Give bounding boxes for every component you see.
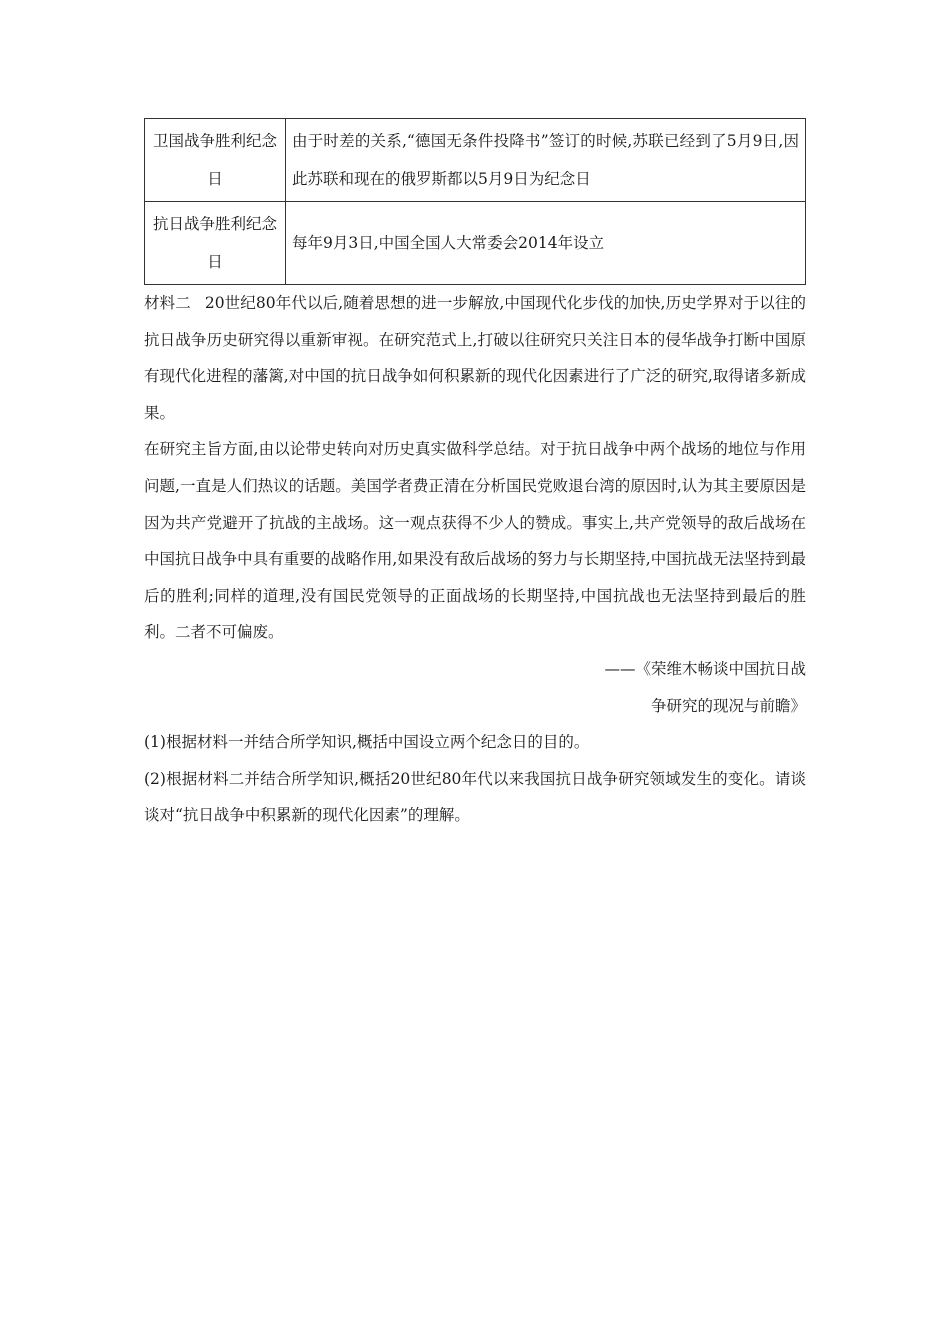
question-1: (1)根据材料一并结合所学知识,概括中国设立两个纪念日的目的。 xyxy=(144,733,590,752)
memorial-name-cell: 抗日战争胜利纪念日 xyxy=(145,202,286,285)
table-row xyxy=(145,119,806,202)
memorial-desc-cell: 每年9月3日,中国全国人大常委会2014年设立 xyxy=(286,202,806,285)
material2-paragraph-2: 在研究主旨方面,由以论带史转向对历史真实做科学总结。对于抗日战争中两个战场的地位与作用问题,一直是人们热议的话题。美国学者费正清在分析国民党败退台湾的原因时,认为其主要原因是因为共产党避开了抗战的主战场。这一观点获得不少人的赞成。事实上,共产党领导的敌后战场在中国抗日战争中具有重要的战略作用,如果没有敌后战场的努力与长期坚持,中国抗战无法坚持到最后的胜利;同样的道理,没有国民党领导的正面战场的长期坚持,中国抗战也无法坚持到最后的胜利。二者不可偏废。 xyxy=(144,440,806,642)
memorial-days-table xyxy=(144,118,806,285)
material2-paragraph-1 xyxy=(144,285,806,431)
table-row xyxy=(145,202,806,285)
material2-label: 材料二 xyxy=(144,294,191,312)
material2-source xyxy=(144,651,806,724)
document-page xyxy=(144,118,806,834)
source-line-2: 争研究的现况与前瞻》 xyxy=(650,696,806,715)
memorial-desc-cell: 由于时差的关系,“德国无条件投降书”签订的时候,苏联已经到了5月9日,因此苏联和现在的俄罗斯都以5月9日为纪念日 xyxy=(286,119,806,202)
source-line-1: ——《荣维木畅谈中国抗日战 xyxy=(604,659,806,678)
question-2: (2)根据材料二并结合所学知识,概括20世纪80年代以来我国抗日战争研究领域发生的变化。请谈谈对“抗日战争中积累新的现代化因素”的理解。 xyxy=(144,769,806,825)
material2-text-1: 20世纪80年代以后,随着思想的进一步解放,中国现代化步伐的加快,历史学界对于以往的抗日战争历史研究得以重新审视。在研究范式上,打破以往研究只关注日本的侵华战争打断中国原有现代化进程的藩篱,对中国的抗日战争如何积累新的现代化因素进行了广泛的研究,取得诸多新成果。 xyxy=(144,294,806,422)
memorial-name-cell: 卫国战争胜利纪念日 xyxy=(145,119,286,202)
